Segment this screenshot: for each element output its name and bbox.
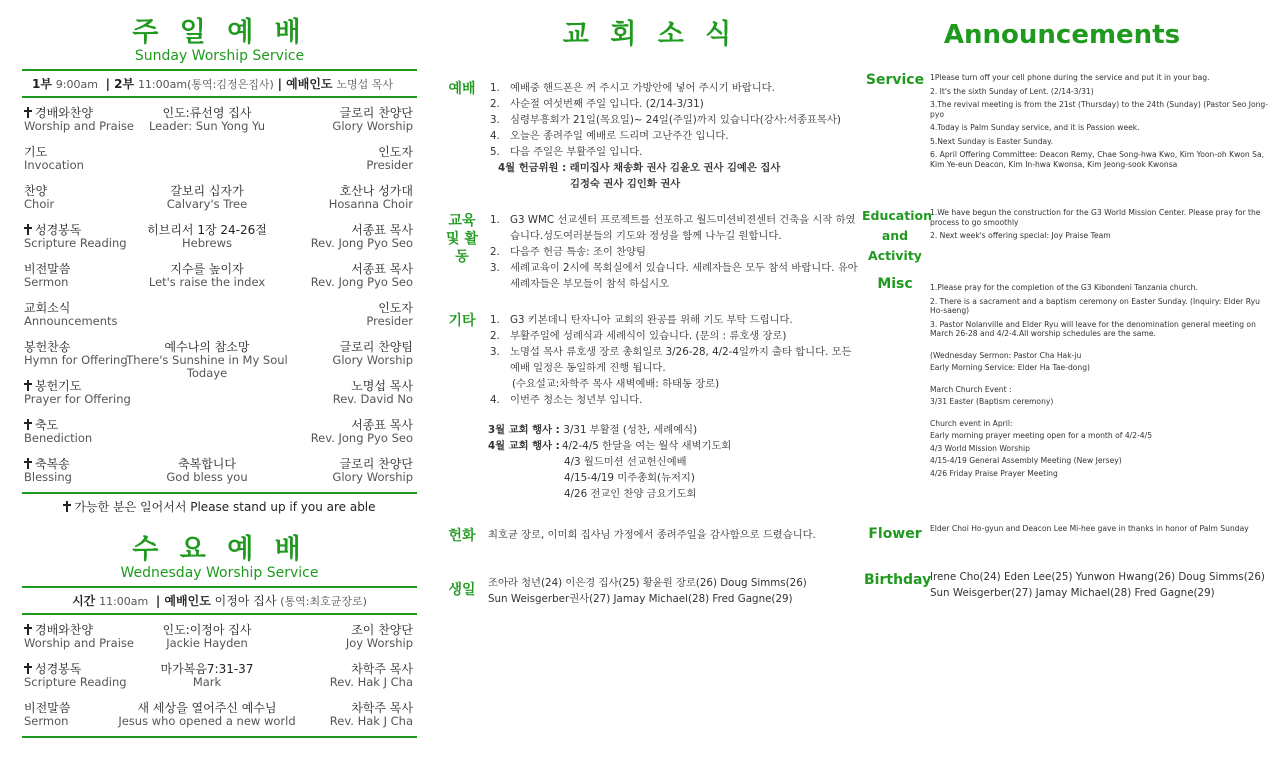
announcement-item: 1.We have begun the construction for the G3 World Mission Center. Please pray for the process to go smoothly: [930, 208, 1261, 227]
news-title: 교 회 소 식: [562, 19, 738, 50]
order-leader-ko: 서종표 목사: [351, 262, 413, 276]
order-item-en: Prayer for Offering: [24, 392, 131, 406]
order-item: [24, 146, 84, 172]
birthday-text-en: [930, 569, 1270, 601]
order-item-en: Announcements: [24, 314, 118, 328]
order-leader-ko: 차학주 목사: [351, 701, 413, 715]
order-content-en: Calvary's Tree: [166, 197, 248, 211]
item-text: 부활주일에 성례식과 세례식이 있습니다. (문의 : 류호생 장로): [510, 330, 787, 342]
announcement-item: 1.Please pray for the completion of the G3 Kibondeni Tanzania church.: [930, 283, 1198, 292]
list-item: [488, 392, 860, 408]
list-item: [488, 260, 860, 292]
sunday-subtitle: Sunday Worship Service: [134, 48, 305, 64]
announcement-item: Early morning prayer meeting open for a month of 4/2-4/5: [930, 431, 1153, 440]
order-content-ko: 마가복음7:31-37: [160, 662, 254, 676]
april-event: 4/15-4/19 미주총회(뉴저지): [564, 472, 695, 484]
order-content-en: Mark: [192, 675, 222, 689]
order-item: [24, 663, 127, 689]
education-activity-list: [930, 208, 1270, 245]
order-item-en: Sermon: [24, 714, 69, 728]
march-event: 3/31 부활절 (성찬, 세례예식): [563, 424, 698, 436]
order-item-en: Sermon: [24, 275, 69, 289]
order-leader-ko: 인도자: [378, 145, 413, 159]
order-content: [117, 663, 297, 689]
worship-label: 예배: [448, 81, 476, 97]
order-leader: [311, 224, 413, 250]
order-item: [24, 341, 128, 367]
order-leader-ko: 노명섭 목사: [351, 379, 413, 393]
order-content-en: God bless you: [166, 470, 248, 484]
flower-label: 헌화: [448, 528, 476, 544]
order-item-ko: 교회소식: [24, 301, 71, 315]
order-item: [24, 224, 127, 250]
birthday-label: 생일: [448, 582, 476, 598]
item-number: 3.: [490, 346, 500, 358]
first-service-time: 9:00am: [55, 78, 98, 91]
order-item: [24, 380, 131, 406]
april-event: 4/3 월드미션 선교헌신예배: [564, 456, 687, 468]
order-row: [22, 660, 417, 699]
order-item-ko: 기도: [24, 145, 48, 159]
item-number: 3.: [490, 262, 500, 274]
order-row: [22, 260, 417, 299]
order-row: [22, 182, 417, 221]
order-item-ko: 비전말씀: [24, 262, 71, 276]
wednesday-time: 11:00am: [99, 595, 149, 608]
order-content: [117, 224, 297, 250]
education-label: [444, 212, 480, 266]
announcement-item: March Church Event :: [930, 384, 1012, 394]
order-content-en: Hebrews: [182, 236, 232, 250]
stand-note: [22, 494, 417, 515]
order-leader-ko: 서종표 목사: [351, 418, 413, 432]
april-event: 4/2-4/5 한달을 여는 월삭 새벽기도회: [562, 440, 732, 452]
offering-line-2: 김정숙 권사 김인화 권사: [570, 178, 681, 190]
order-leader-en: Rev. Hak J Cha: [329, 675, 413, 689]
order-content-ko: 인도:류선영 집사: [162, 106, 252, 120]
order-content-ko: 축복합니다: [178, 457, 236, 471]
order-content-en: Leader: Sun Yong Yu: [148, 119, 266, 133]
item-number: 1.: [490, 214, 500, 226]
order-row: [22, 699, 417, 738]
item-number: 4.: [490, 394, 500, 406]
leader-label: | 예배인도: [277, 77, 333, 91]
cross-icon: [24, 663, 32, 674]
order-row: [22, 104, 417, 143]
stand-note-text: 가능한 분은 일어서서 Please stand up if you are able: [74, 500, 376, 514]
sunday-header: [22, 71, 417, 96]
list-item: [488, 128, 860, 144]
april-events: [488, 438, 860, 500]
april-list: [562, 438, 731, 502]
order-leader-ko: 글로리 찬양단: [339, 106, 413, 120]
etc-list: [488, 312, 860, 408]
item-text: 이번주 청소는 청년부 입니다.: [510, 394, 643, 406]
item-text: 노명섭 목사 류호생 장로 총회일로 3/26-28, 4/2-4일까지 출타 합니다. 모든 예배 일정은 동일하게 진행 됩니다.: [510, 346, 852, 374]
order-item-ko: 봉헌기도: [35, 379, 82, 393]
item-number: 1.: [490, 82, 500, 94]
announcement-item: 3. Pastor Nolanville and Elder Ryu will leave for the denomination general meeting on March 26-28 and 4/2-4.All worship schedules are the same.: [930, 319, 1256, 338]
announcement-item: 2. Next week's offering special: Joy Praise Team: [930, 231, 1111, 240]
order-item-en: Scripture Reading: [24, 236, 127, 250]
order-item-ko: 경배와찬양: [35, 623, 93, 637]
announcement-item: 4/15-4/19 General Assembly Meeting (New Jersey): [930, 456, 1122, 465]
order-leader-en: Rev. Hak J Cha: [329, 714, 413, 728]
order-leader-en: Glory Worship: [332, 470, 413, 484]
order-row: [22, 221, 417, 260]
order-item-en: Worship and Praise: [24, 636, 134, 650]
order-item-ko: 축도: [35, 418, 59, 432]
etc-label: 기타: [448, 313, 476, 329]
item-text: G3 WMC 선교센터 프로젝트를 선포하고 월드미션비젼센터 건축을 시작 하였습니다.성도여러분들의 기도와 정성을 함께 나누길 원합니다.: [510, 214, 856, 242]
wednesday-leader-label: | 예배인도: [155, 594, 211, 608]
birthday-text: [488, 575, 860, 607]
order-leader: [332, 458, 413, 484]
worship-order-column: [22, 0, 417, 777]
order-content: [117, 624, 297, 650]
order-row: [22, 299, 417, 338]
announcement-item: Church event in April:: [930, 418, 1013, 428]
order-item-ko: 축복송: [35, 457, 70, 471]
order-row: [22, 416, 417, 455]
list-item: [488, 96, 860, 112]
item-number: 3.: [490, 114, 500, 126]
item-text: 심령부흥회가 21일(목요일)~ 24일(주일)까지 있습니다(강사:서종표목사): [510, 114, 841, 126]
order-content-ko: 새 세상을 열어주신 예수님: [137, 701, 277, 715]
order-item-en: Choir: [24, 197, 55, 211]
order-item: [24, 458, 72, 484]
order-content: [117, 107, 297, 133]
order-leader: [330, 663, 413, 689]
item-text: 다음주 헌금 특송: 조이 찬양팀: [510, 246, 646, 258]
flower-label-en: Flower: [868, 526, 922, 542]
announcement-item: 5.Next Sunday is Easter Sunday.: [930, 136, 1053, 146]
wednesday-title: 수 요 예 배: [132, 534, 307, 565]
item-text: 다음 주일은 부활주일 입니다.: [510, 146, 643, 158]
church-news-column: [440, 0, 860, 777]
order-item-ko: 봉헌찬송: [24, 340, 71, 354]
order-leader-en: Rev. Jong Pyo Seo: [310, 236, 413, 250]
list-item: [488, 328, 860, 344]
item-text: G3 키본데니 탄자니아 교회의 완공를 위해 기도 부탁 드립니다.: [510, 314, 793, 326]
order-item-en: Scripture Reading: [24, 675, 127, 689]
april-label: 4월 교회 행사 :: [488, 440, 560, 452]
order-leader-en: Rev. David No: [332, 392, 413, 406]
service-list: [930, 73, 1270, 173]
order-leader-ko: 인도자: [378, 301, 413, 315]
order-item-en: Hymn for Offering: [24, 353, 128, 367]
announcement-item: 4.Today is Palm Sunday service, and it is Passion week.: [930, 123, 1140, 132]
order-leader: [346, 624, 413, 650]
order-leader: [366, 146, 413, 172]
wednesday-order-list: [22, 621, 417, 738]
order-content: [117, 263, 297, 289]
order-item-ko: 경배와찬양: [35, 106, 93, 120]
announcement-item: Early Morning Service: Elder Ha Tae-dong): [930, 363, 1091, 372]
order-leader: [332, 341, 413, 367]
education-label-text: 교육 및 활동: [446, 213, 478, 265]
announcement-item: 2. It's the sixth Sunday of Lent. (2/14-3/31): [930, 86, 1094, 96]
order-leader: [333, 380, 413, 406]
cross-icon: [24, 624, 32, 635]
cross-icon: [63, 501, 71, 512]
order-row: [22, 338, 417, 380]
list-item: [488, 112, 860, 128]
second-service-label: | 2부: [105, 77, 135, 91]
order-item-ko: 찬양: [24, 184, 48, 198]
etc-note: (수요설교:차학주 목사 새벽예배: 하태동 장로): [512, 378, 720, 390]
sunday-order-list: [22, 104, 417, 494]
order-content: [117, 458, 297, 484]
time-label: 시간: [72, 594, 96, 608]
item-number: 2.: [490, 98, 500, 110]
birthday-line-2: Sun Weisgerber권사(27) Jamay Michael(28) Fred Gagne(29): [488, 593, 793, 605]
announcement-item: 1Please turn off your cell phone during the service and put it in your bag.: [930, 73, 1210, 82]
order-leader-en: Glory Worship: [332, 353, 413, 367]
second-service-time: 11:00am(통역:김정은집사): [137, 78, 274, 91]
wednesday-subtitle: Wednesday Worship Service: [120, 565, 319, 581]
order-item-en: Invocation: [24, 158, 84, 172]
announcement-item: 3.The revival meeting is from the 21st (Thursday) to the 24th (Sunday) (Pastor Seo Jong-pyo: [930, 100, 1268, 119]
order-leader: [329, 185, 413, 211]
order-content-ko: 지수를 높이자: [170, 262, 244, 276]
order-leader-ko: 호산나 성가대: [339, 184, 413, 198]
order-content: [117, 185, 297, 211]
order-leader-en: Glory Worship: [332, 119, 413, 133]
item-text: 세례교육이 2시에 목회실에서 있습니다. 세례자들은 모두 참석 바랍니다. 유아세례자들은 부모들이 참석 하십시오: [510, 262, 858, 290]
birthday-en-line-1: Irene Cho(24) Eden Lee(25) Yunwon Hwang(26) Doug Simms(26): [930, 571, 1265, 583]
list-item: [488, 212, 860, 244]
announcements-title: Announcements: [943, 20, 1181, 50]
order-item: [24, 419, 92, 445]
order-item: [24, 302, 118, 328]
misc-label: Misc: [877, 276, 913, 292]
education-list: [488, 212, 860, 292]
item-number: 5.: [490, 146, 500, 158]
order-content: [117, 341, 297, 380]
flower-text-en: Elder Choi Ho-gyun and Deacon Lee Mi-hee gave in thanks in honor of Palm Sunday: [930, 524, 1249, 533]
cross-icon: [24, 380, 32, 391]
list-item: [488, 312, 860, 328]
order-leader-ko: 글로리 찬양팀: [339, 340, 413, 354]
announcement-item: 2. There is a sacrament and a baptism ceremony on Easter Sunday. (Inquiry: Elder Ryu Ho-saeng): [930, 296, 1260, 315]
march-label: 3월 교회 행사 :: [488, 424, 560, 436]
order-item-ko: 성경봉독: [35, 662, 82, 676]
order-row: [22, 143, 417, 182]
order-content-ko: 예수나의 참소망: [164, 340, 250, 354]
misc-list: [930, 283, 1270, 481]
order-content-ko: 갈보리 십자가: [170, 184, 244, 198]
cross-icon: [24, 107, 32, 118]
order-leader-en: Joy Worship: [345, 636, 413, 650]
order-leader: [311, 263, 413, 289]
education-activity-label: Education and Activity: [862, 208, 932, 263]
list-item: [488, 80, 860, 96]
order-item: [24, 263, 70, 289]
order-row: [22, 455, 417, 494]
item-number: 2.: [490, 246, 500, 258]
order-leader-ko: 조이 찬양단: [351, 623, 413, 637]
list-item: [488, 144, 860, 160]
item-text: 오늘은 종려주일 예배로 드리며 고난주간 입니다.: [510, 130, 729, 142]
order-leader-en: Rev. Jong Pyo Seo: [310, 431, 413, 445]
announcements-column: [862, 0, 1272, 777]
april-event: 4/26 전교인 찬양 금요기도회: [564, 488, 697, 500]
item-number: 4.: [490, 130, 500, 142]
order-leader-ko: 차학주 목사: [351, 662, 413, 676]
announcement-item: (Wednesday Sermon: Pastor Cha Hak-ju: [930, 350, 1082, 360]
order-content: [117, 702, 297, 728]
cross-icon: [24, 419, 32, 430]
announcement-item: 6. April Offering Committee: Deacon Remy, Chae Song-hwa Kwo, Kim Yoon-oh Kwon Sa, Kim Ye-eun Deacon, Kim In-hwa Kwonsa, Kim Jeong-sook Kwonsa: [930, 150, 1265, 169]
order-item-ko: 비전말씀: [24, 701, 71, 715]
order-content-en: There's Sunshine in My Soul Todaye: [126, 353, 288, 380]
list-item: [488, 244, 860, 260]
order-row: [22, 621, 417, 660]
item-number: 2.: [490, 330, 500, 342]
birthday-en-line-2: Sun Weisgerber(27) Jamay Michael(28) Fred Gagne(29): [930, 587, 1215, 599]
announcement-item: 4/26 Friday Praise Prayer Meeting: [930, 468, 1058, 478]
order-content-ko: 인도:이정아 집사: [162, 623, 252, 637]
leader-name: 노명섭 목사: [336, 78, 393, 91]
wednesday-header: [22, 588, 417, 613]
service-label: Service: [865, 72, 925, 88]
birthday-label-en: Birthday: [864, 572, 932, 588]
order-leader: [366, 302, 413, 328]
order-item-ko: 성경봉독: [35, 223, 82, 237]
order-item: [24, 185, 54, 211]
cross-icon: [24, 458, 32, 469]
announcement-item: 4/3 World Mission Worship: [930, 443, 1030, 453]
order-item-en: Worship and Praise: [24, 119, 134, 133]
order-leader: [330, 702, 413, 728]
first-service-label: 1부: [32, 77, 52, 91]
order-leader-en: Presider: [366, 314, 413, 328]
announcement-item: 3/31 Easter (Baptism ceremony): [930, 397, 1054, 406]
sunday-title: 주 일 예 배: [132, 17, 307, 48]
list-item: [488, 344, 860, 392]
march-events: [488, 422, 860, 438]
order-leader-en: Rev. Jong Pyo Seo: [310, 275, 413, 289]
order-row: [22, 377, 417, 416]
order-leader-ko: 글로리 찬양단: [339, 457, 413, 471]
order-leader-ko: 서종표 목사: [351, 223, 413, 237]
order-content-en: Let's raise the index: [148, 275, 266, 289]
offering-line: 4월 헌금위원 : 래미집사 채송화 권사 김윤오 권사 김예은 집사: [498, 162, 781, 174]
order-content-en: Jesus who opened a new world: [118, 714, 296, 728]
order-leader-en: Hosanna Choir: [328, 197, 413, 211]
order-content-en: Jackie Hayden: [166, 636, 248, 650]
order-leader: [332, 107, 413, 133]
item-text: 사순절 여섯번째 주일 입니다. (2/14-3/31): [510, 98, 704, 110]
order-item-en: Benediction: [24, 431, 93, 445]
wednesday-interp: (통역:최호균장로): [280, 595, 367, 608]
flower-text: 최호균 장로, 이미희 집사님 가정에서 종려주일을 감사함으로 드렸습니다.: [488, 529, 816, 541]
order-leader-en: Presider: [366, 158, 413, 172]
wednesday-leader: 이정아 집사: [214, 594, 277, 608]
order-item: [24, 702, 70, 728]
cross-icon: [24, 224, 32, 235]
item-number: 1.: [490, 314, 500, 326]
order-content-ko: 히브리서 1장 24-26절: [147, 223, 267, 237]
order-leader: [311, 419, 413, 445]
worship-list: [488, 80, 860, 160]
item-text: 예배중 핸드폰은 꺼 주시고 가방안에 넣어 주시기 바랍니다.: [510, 82, 775, 94]
birthday-line-1: 조아라 청년(24) 이은경 집사(25) 황윤원 장로(26) Doug Simms(26): [488, 577, 807, 589]
order-item-en: Blessing: [24, 470, 72, 484]
